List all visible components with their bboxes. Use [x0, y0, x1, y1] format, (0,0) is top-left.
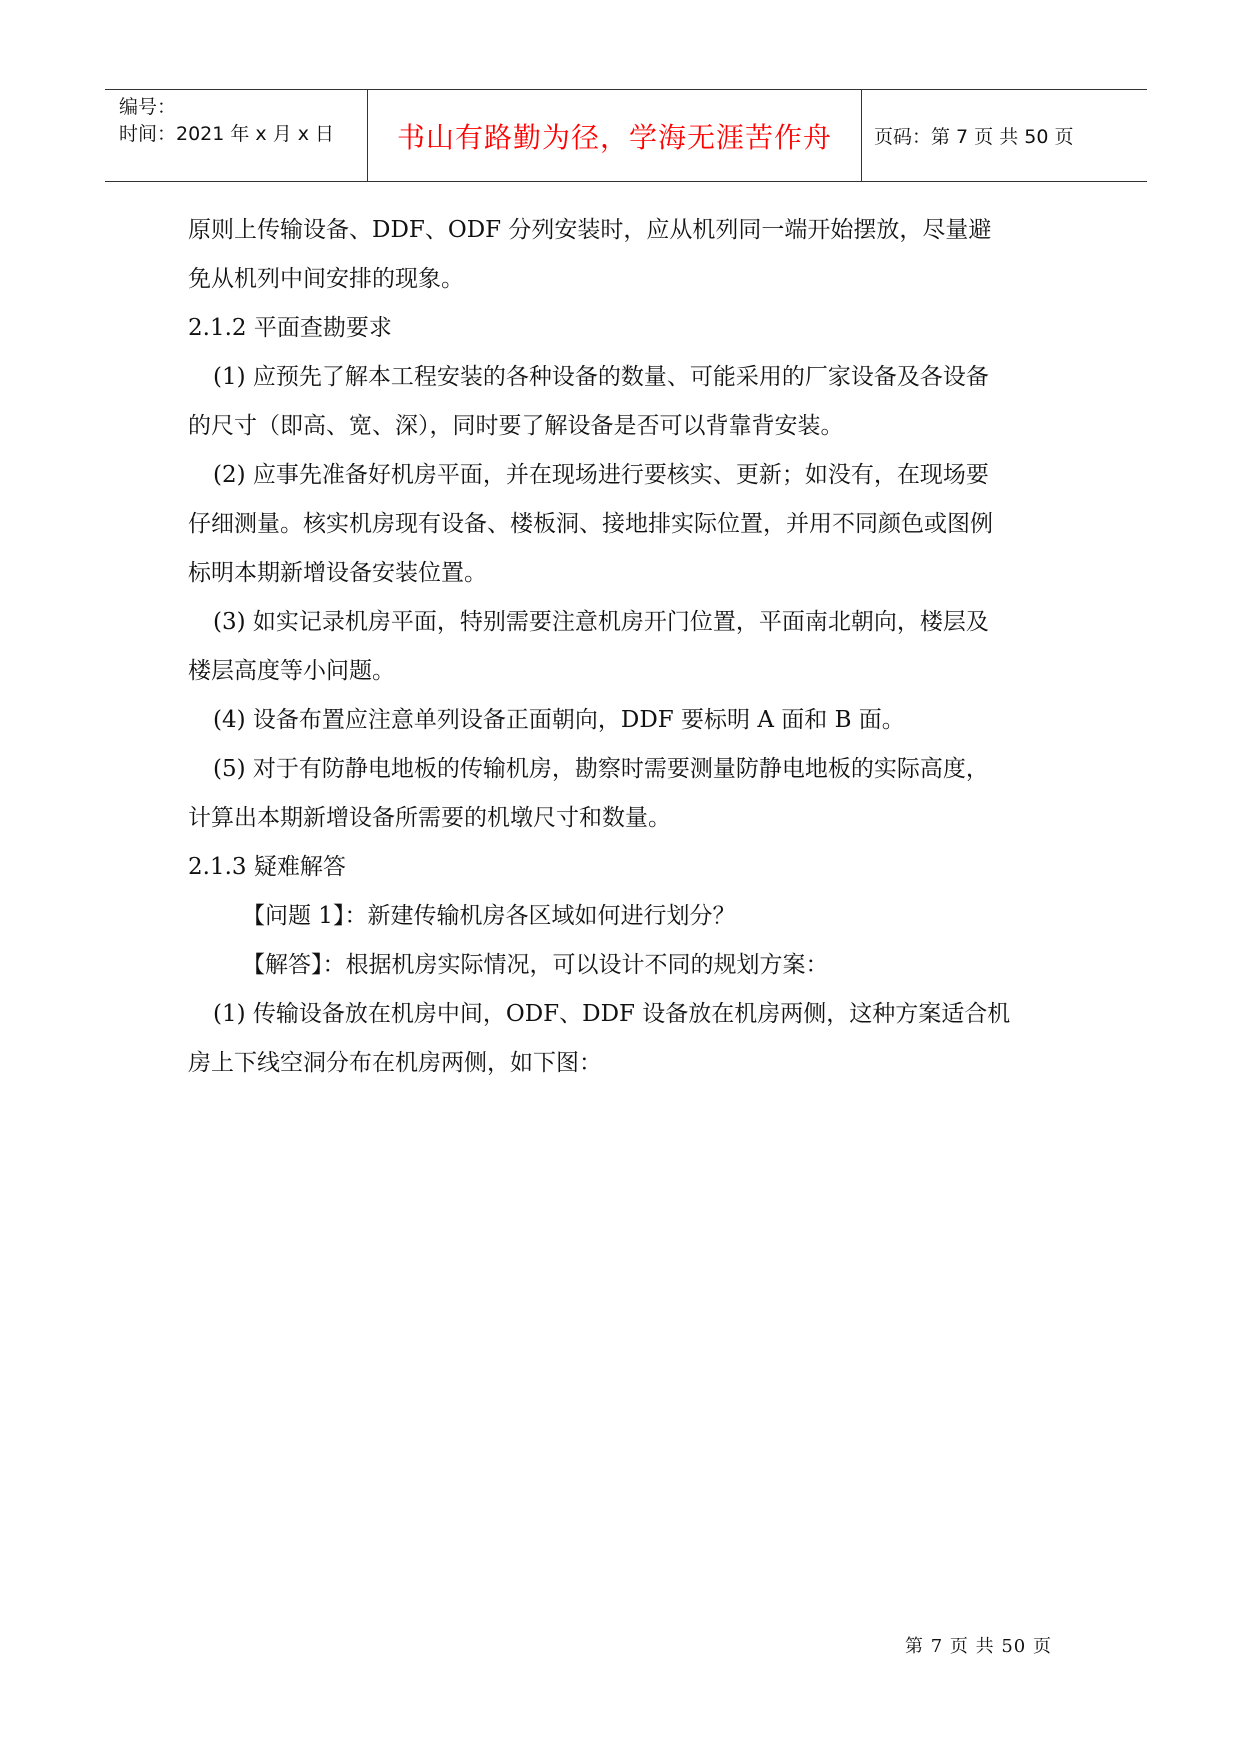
body-line: (1) 传输设备放在机房中间，ODF、DDF 设备放在机房两侧，这种方案适合机 — [213, 1001, 1011, 1027]
time-label: 时间：2021 年 x 月 x 日 — [119, 123, 335, 145]
header-table — [105, 89, 1147, 182]
body-line: (2) 应事先准备好机房平面，并在现场进行要核实、更新；如没有，在现场要 — [213, 462, 989, 488]
header-info-cell — [105, 90, 368, 181]
body-line: (5) 对于有防静电地板的传输机房，勘察时需要测量防静电地板的实际高度， — [213, 756, 989, 782]
body-line: 楼层高度等小问题。 — [188, 658, 395, 684]
motto-cell — [368, 90, 862, 181]
section-heading: 2.1.3 疑难解答 — [188, 854, 346, 880]
page-number-cell — [862, 90, 1147, 181]
body-line: 房上下线空洞分布在机房两侧，如下图： — [188, 1050, 602, 1076]
number-label: 编号： — [119, 96, 177, 118]
question-line: 【问题 1】：新建传输机房各区域如何进行划分？ — [242, 903, 736, 929]
motto-text: 书山有路勤为径，学海无涯苦作舟 — [396, 120, 832, 154]
section-heading: 2.1.2 平面查勘要求 — [188, 315, 392, 341]
page-number-label: 页码：第 7 页 共 50 页 — [874, 126, 1074, 148]
body-line: (1) 应预先了解本工程安装的各种设备的数量、可能采用的厂家设备及各设备 — [213, 364, 989, 390]
answer-line: 【解答】：根据机房实际情况，可以设计不同的规划方案： — [242, 952, 829, 978]
page-footer: 第 7 页 共 50 页 — [905, 1636, 1052, 1657]
body-line: (4) 设备布置应注意单列设备正面朝向，DDF 要标明 A 面和 B 面。 — [213, 707, 905, 733]
body-line: 免从机列中间安排的现象。 — [188, 266, 464, 292]
body-line: (3) 如实记录机房平面，特别需要注意机房开门位置，平面南北朝向，楼层及 — [213, 609, 989, 635]
document-body — [188, 206, 1068, 1088]
body-line: 原则上传输设备、DDF、ODF 分列安装时，应从机列同一端开始摆放，尽量避 — [188, 217, 992, 243]
body-line: 的尺寸（即高、宽、深），同时要了解设备是否可以背靠背安装。 — [188, 413, 844, 439]
body-line: 计算出本期新增设备所需要的机墩尺寸和数量。 — [188, 805, 671, 831]
body-line: 仔细测量。核实机房现有设备、楼板洞、接地排实际位置，并用不同颜色或图例 — [188, 511, 993, 537]
body-line: 标明本期新增设备安装位置。 — [188, 560, 487, 586]
